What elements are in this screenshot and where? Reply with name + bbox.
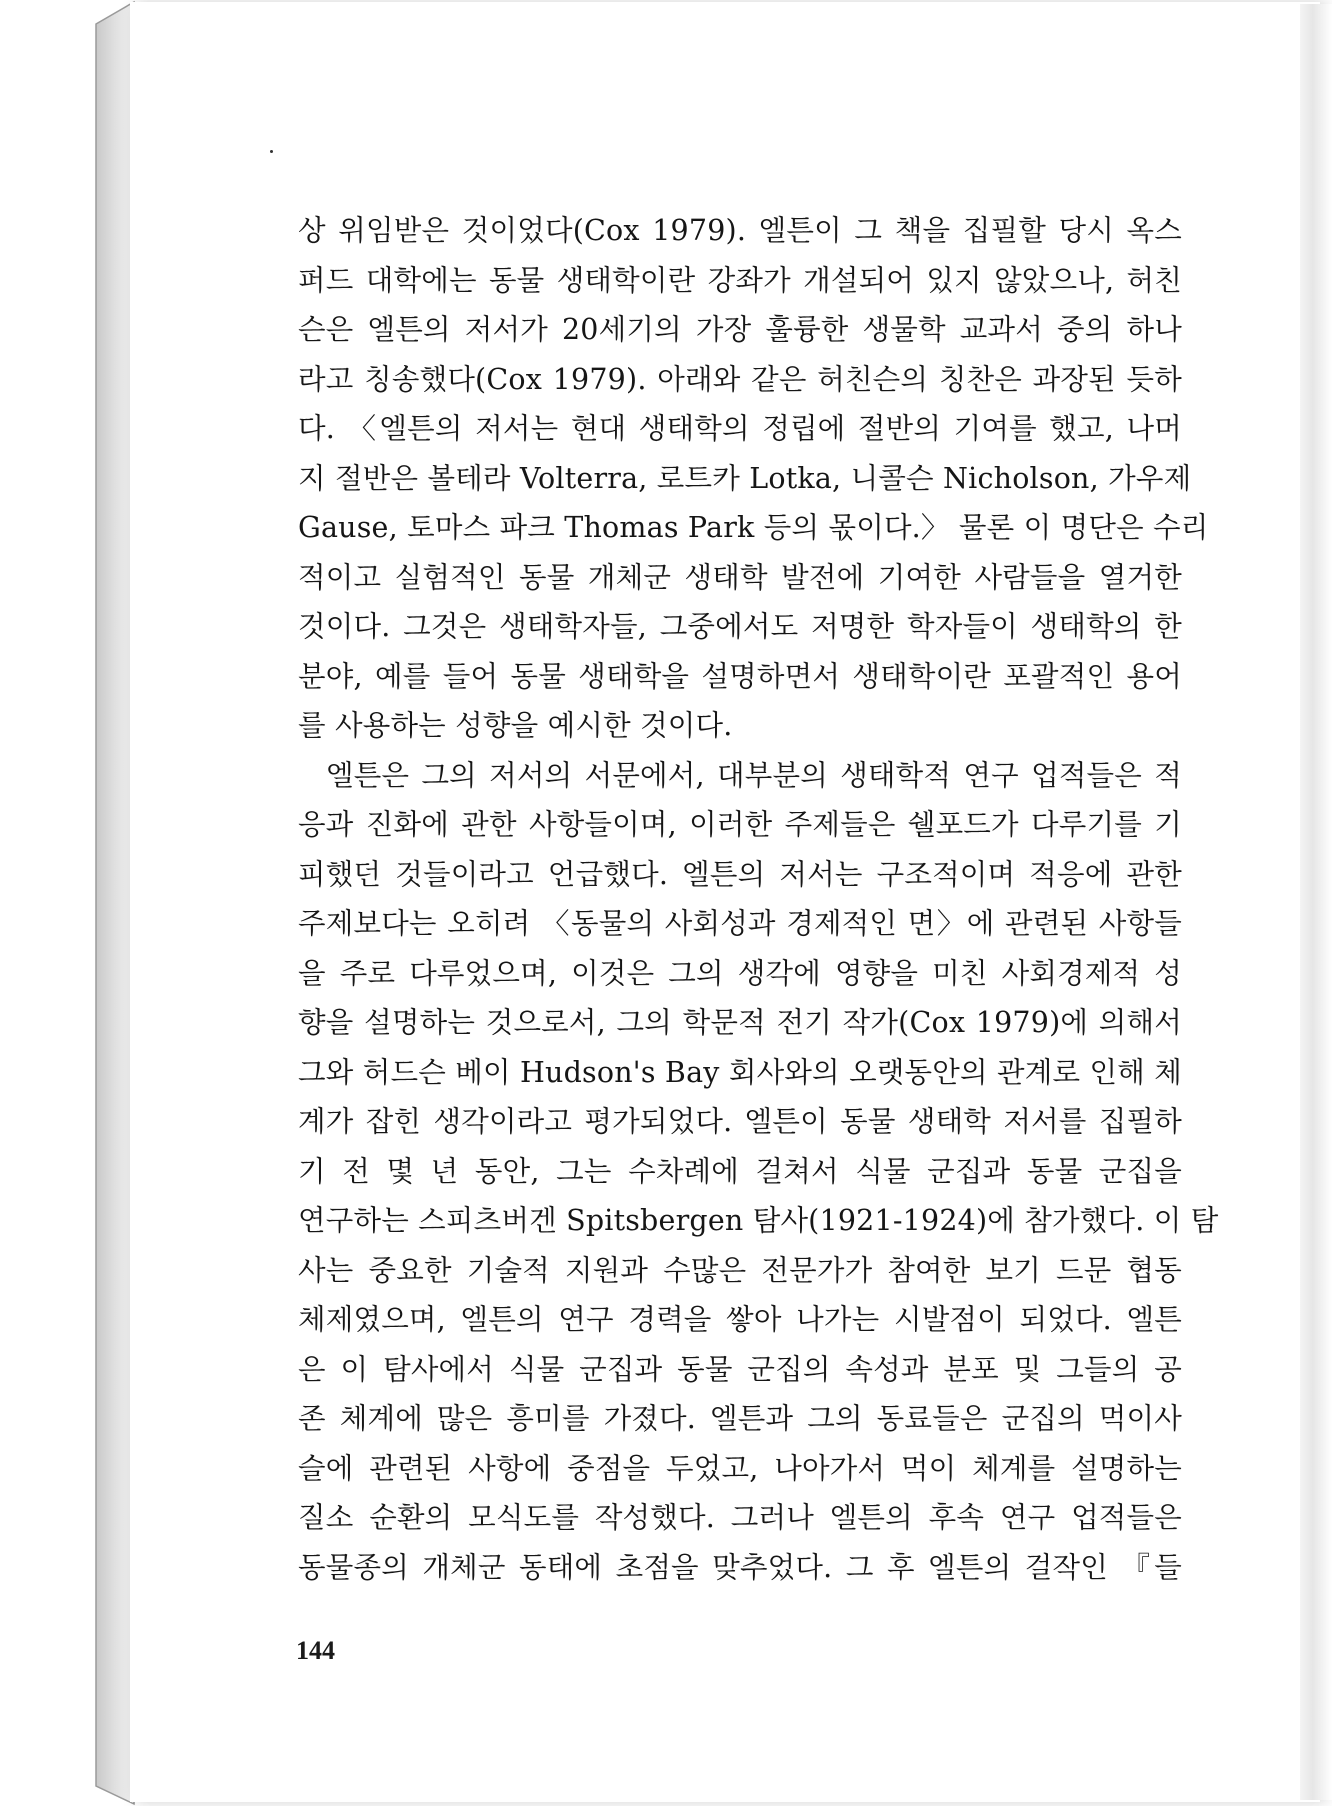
text-line: 존 체계에 많은 흥미를 가졌다. 엘튼과 그의 동료들은 군집의 먹이사 [298,1402,1182,1435]
text-line: 향을 설명하는 것으로서, 그의 학문적 전기 작가(Cox 1979)에 의해서 [298,1006,1182,1039]
text-line: 슬에 관련된 사항에 중점을 두었고, 나아가서 먹이 체계를 설명하는 [298,1451,1182,1485]
page-mark [270,150,273,153]
text-line: 를 사용하는 성향을 예시한 것이다. [298,709,733,742]
text-line: 적이고 실험적인 동물 개체군 생태학 발전에 기여한 사람들을 열거한 [298,560,1182,594]
text-line: 엘튼은 그의 저서의 서문에서, 대부분의 생태학적 연구 업적들은 적 [326,758,1182,792]
text-line: 지 절반은 볼테라 Volterra, 로트카 Lotka, 니콜슨 Nicholson, 가우제 [298,461,1192,495]
paragraph [298,751,1219,1593]
text-line: 은 이 탐사에서 식물 군집과 동물 군집의 속성과 분포 및 그들의 공 [298,1352,1182,1386]
text-line: 기 전 몇 년 동안, 그는 수차례에 걸쳐서 식물 군집과 동물 군집을 [298,1154,1182,1188]
text-line: 연구하는 스피츠버겐 Spitsbergen 탐사(1921-1924)에 참가했다. 이 탐 [298,1204,1219,1237]
page-number: 144 [296,1636,335,1665]
text-line: 퍼드 대학에는 동물 생태학이란 강좌가 개설되어 있지 않았으나, 허친 [298,263,1182,297]
text-line: 사는 중요한 기술적 지원과 수많은 전문가가 참여한 보기 드문 협동 [298,1253,1182,1287]
text-line: 주제보다는 오히려 〈동물의 사회성과 경제적인 면〉에 관련된 사항들 [298,907,1182,940]
text-line: 동물종의 개체군 동태에 초점을 맞추었다. 그 후 엘튼의 걸작인 『들 [298,1550,1182,1584]
text-line: 그와 허드슨 베이 Hudson's Bay 회사와의 오랫동안의 관계로 인해 체 [298,1055,1182,1089]
text-line: 응과 진화에 관한 사항들이며, 이러한 주제들은 쉘포드가 다루기를 기 [298,808,1182,841]
text-line: 상 위임받은 것이었다(Cox 1979). 엘튼이 그 책을 집필할 당시 옥스 [298,214,1182,247]
text-line: 다. 〈엘튼의 저서는 현대 생태학의 정립에 절반의 기여를 했고, 나머 [298,412,1182,445]
text-line: Gause, 토마스 파크 Thomas Park 등의 몫이다.〉 물론 이 명단은 수리 [298,511,1209,544]
text-line: 을 주로 다루었으며, 이것은 그의 생각에 영향을 미친 사회경제적 성 [298,956,1182,990]
text-line: 분야, 예를 들어 동물 생태학을 설명하면서 생태학이란 포괄적인 용어 [298,659,1182,693]
text-line: 계가 잡힌 생각이라고 평가되었다. 엘튼이 동물 생태학 저서를 집필하 [298,1105,1182,1138]
text-line: 라고 칭송했다(Cox 1979). 아래와 같은 허친슨의 칭찬은 과장된 듯하 [298,362,1182,396]
body-text [298,206,1219,1592]
text-line: 질소 순환의 모식도를 작성했다. 그러나 엘튼의 후속 연구 업적들은 [298,1501,1182,1534]
text-line: 피했던 것들이라고 언급했다. 엘튼의 저서는 구조적이며 적응에 관한 [298,857,1182,891]
text-line: 것이다. 그것은 생태학자들, 그중에서도 저명한 학자들이 생태학의 한 [298,610,1182,643]
page-edge-shadow [1300,4,1332,1800]
paragraph [298,206,1209,751]
text-line: 체제였으며, 엘튼의 연구 경력을 쌓아 나가는 시발점이 되었다. 엘튼 [298,1303,1182,1336]
text-line: 슨은 엘튼의 저서가 20세기의 가장 훌륭한 생물학 교과서 중의 하나 [298,313,1182,346]
